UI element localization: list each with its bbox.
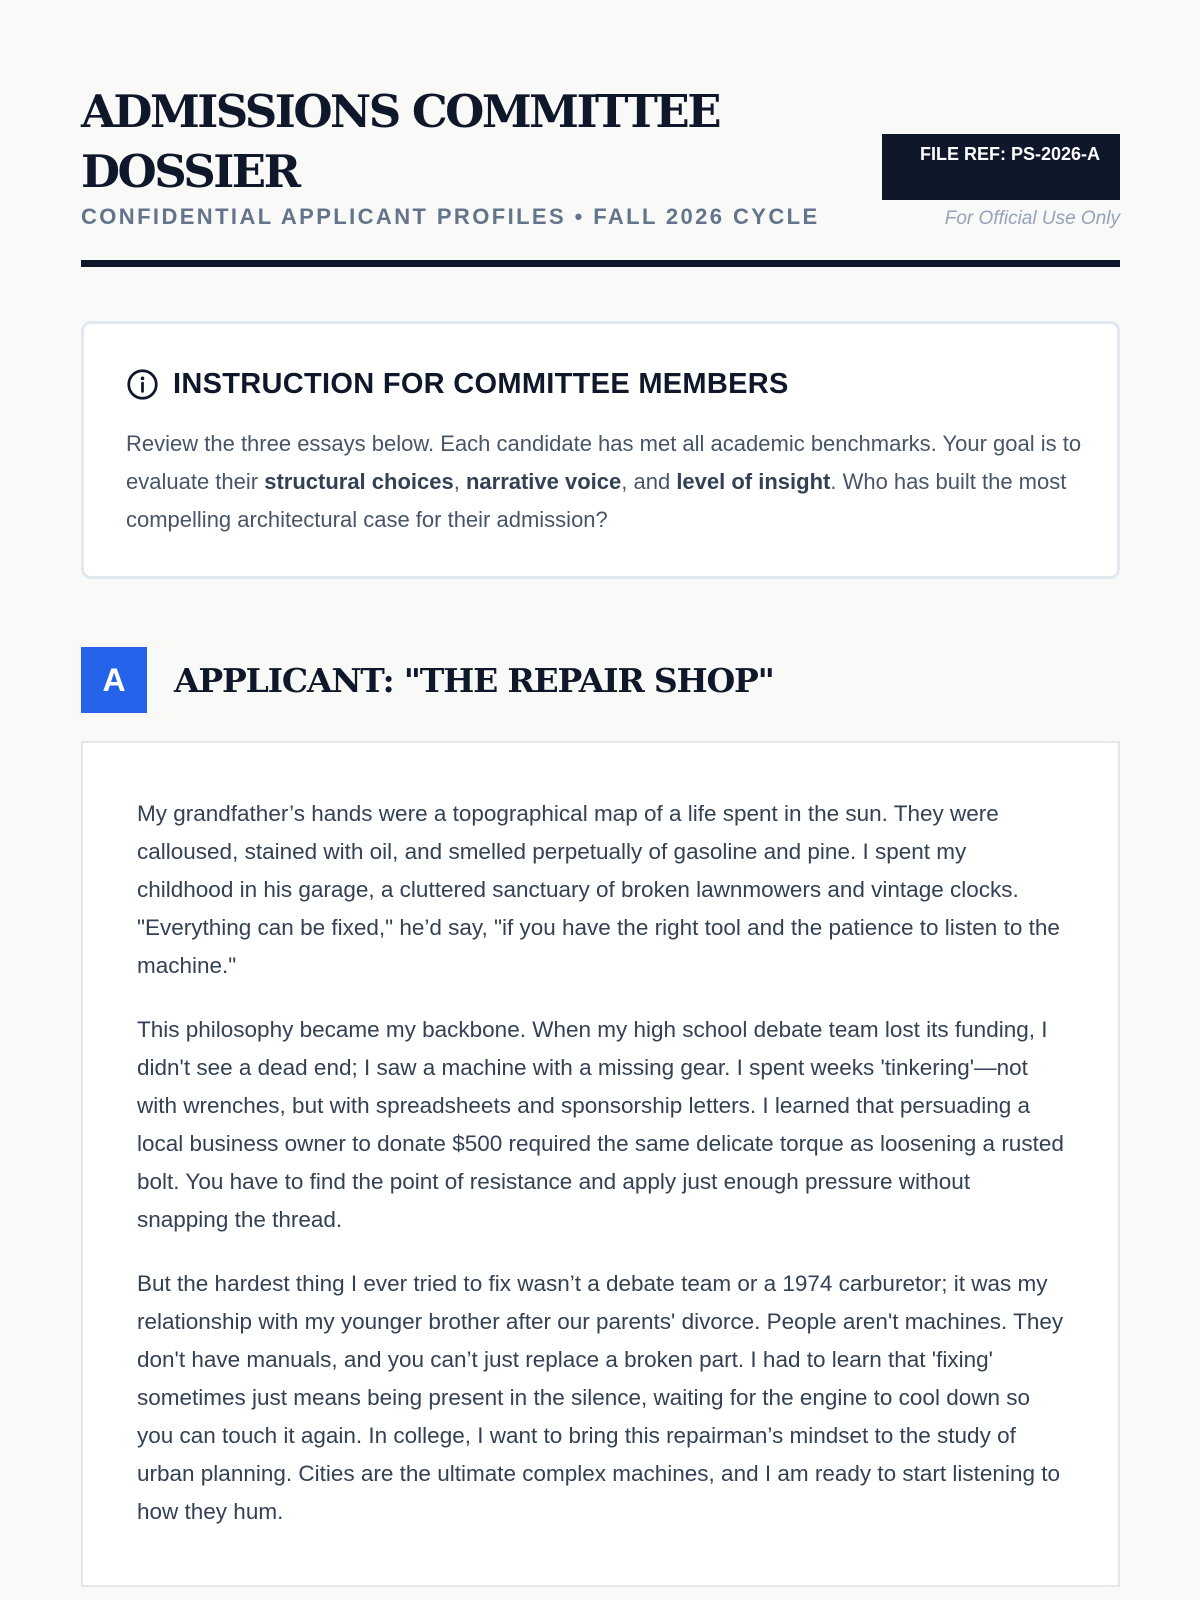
applicant-badge: A: [81, 647, 147, 713]
instructions-box: [81, 321, 1120, 579]
instructions-text-part: ,: [453, 469, 466, 494]
essay-card: [81, 741, 1120, 1587]
header-divider: [81, 260, 1120, 267]
emphasis-structural-choices: structural choices: [264, 469, 454, 494]
essay-paragraph: But the hardest thing I ever tried to fix wasn’t a debate team or a 1974 carburetor; it was my relationship with my younger brother after our parents' divorce. People aren't machines. They don't have manuals, and you can’t just replace a broken part. I had to learn that 'fixing' sometimes just means being present in the silence, waiting for the engine to cool down so you can touch it again. In college, I want to bring this repairman’s mindset to the study of urban planning. Cities are the ultimate complex machines, and I am ready to start listening to how they hum.: [137, 1271, 1064, 1524]
essay-paragraph: My grandfather’s hands were a topographical map of a life spent in the sun. They were calloused, stained with oil, and smelled perpetually of gasoline and pine. I spent my childhood in his garage, a cluttered sanctuary of broken lawnmowers and vintage clocks. "Everything can be fixed," he’d say, "if you have the right tool and the patience to listen to the machine.": [137, 801, 1060, 978]
page-title: ADMISSIONS COMMITTEE DOSSIER: [81, 85, 720, 198]
applicant-header: [81, 647, 774, 713]
instructions-text: [126, 425, 1086, 539]
official-use-note: For Official Use Only: [944, 208, 1120, 229]
instructions-heading: [126, 368, 789, 401]
dossier-header: [81, 0, 1120, 268]
instructions-title: INSTRUCTION FOR COMMITTEE MEMBERS: [173, 368, 789, 400]
emphasis-level-of-insight: level of insight: [676, 469, 831, 494]
instructions-text-part: Review the three essays below. Each candidate has met all academic benchmarks. Your goal is to evaluate their: [126, 431, 1082, 494]
instructions-text-part: . Who has built the most compelling architectural case for their admission?: [126, 469, 1067, 532]
applicant-title: APPLICANT: "THE REPAIR SHOP": [174, 660, 774, 700]
emphasis-narrative-voice: narrative voice: [465, 469, 622, 494]
dossier-page: [81, 0, 1120, 1524]
file-ref-badge: FILE REF: PS-2026-A: [882, 134, 1120, 200]
info-icon: [126, 368, 159, 401]
page-subtitle: CONFIDENTIAL APPLICANT PROFILES • FALL 2026 CYCLE: [81, 204, 820, 229]
instructions-text-part: , and: [621, 469, 677, 494]
essay-paragraph: This philosophy became my backbone. When my high school debate team lost its funding, I didn't see a dead end; I saw a machine with a missing gear. I spent weeks 'tinkering'—not with wrenches, but with spreadsheets and sponsorship letters. I learned that persuading a local business owner to donate $500 required the same delicate torque as loosening a rusted bolt. You have to find the point of resistance and apply just enough pressure without snapping the thread.: [137, 1017, 1064, 1232]
